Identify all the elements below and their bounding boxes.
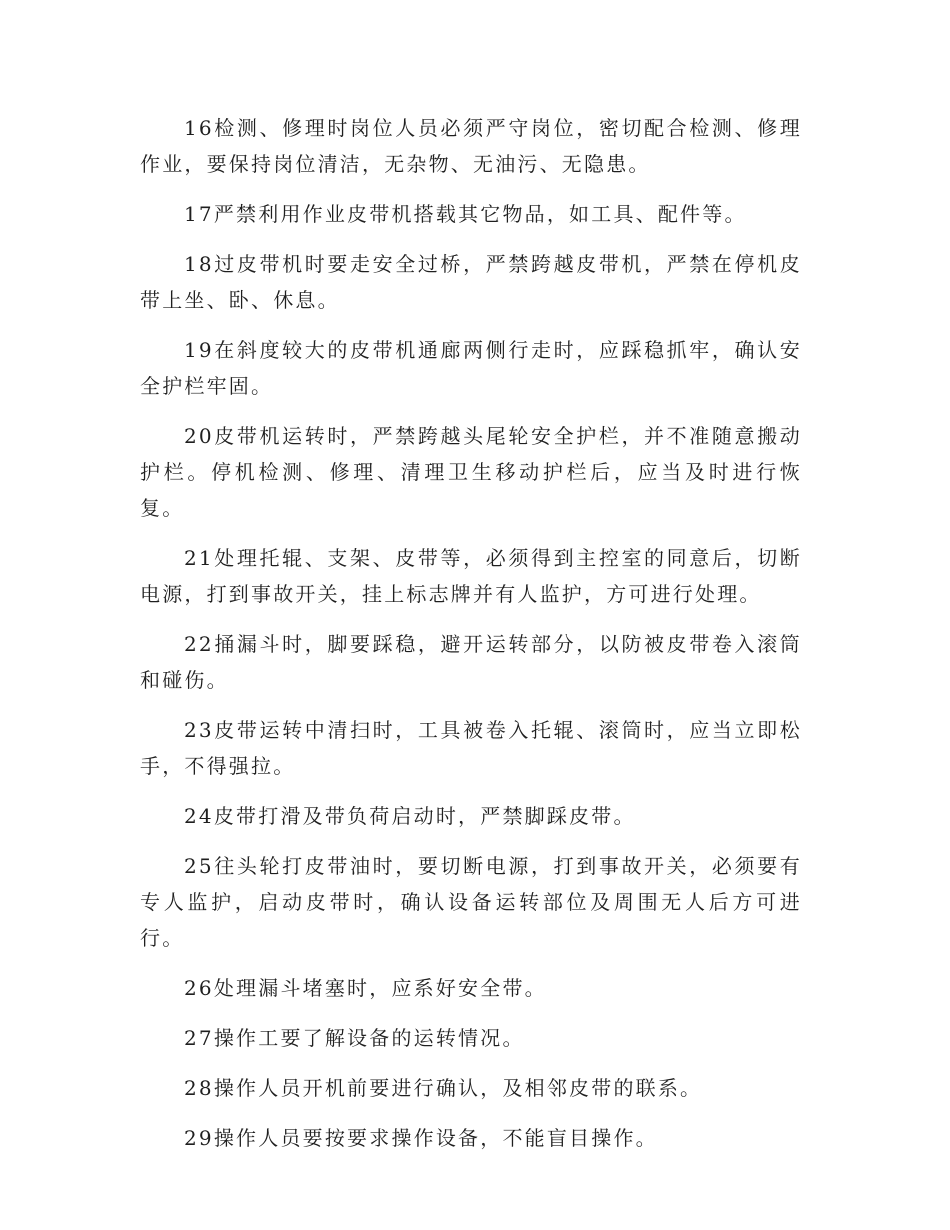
paragraph-18: 18过皮带机时要走安全过桥，严禁跨越皮带机，严禁在停机皮带上坐、卧、休息。 <box>140 252 802 312</box>
paragraph-23: 23皮带运转中清扫时，工具被卷入托辊、滚筒时，应当立即松手，不得强拉。 <box>140 718 802 778</box>
paragraph-28: 28操作人员开机前要进行确认，及相邻皮带的联系。 <box>184 1076 703 1100</box>
paragraph-25: 25往头轮打皮带油时，要切断电源，打到事故开关，必须要有专人监护，启动皮带时，确认设备运转部位及周围无人后方可进行。 <box>140 854 802 950</box>
paragraph-17: 17严禁利用作业皮带机搭载其它物品，如工具、配件等。 <box>184 202 747 226</box>
paragraph-26: 26处理漏斗堵塞时，应系好安全带。 <box>184 976 547 1000</box>
paragraph-29: 29操作人员要按要求操作设备，不能盲目操作。 <box>184 1126 658 1150</box>
paragraph-20: 20皮带机运转时，严禁跨越头尾轮安全护栏，并不准随意搬动护栏。停机检测、修理、清理卫生移动护栏后，应当及时进行恢复。 <box>140 424 802 520</box>
paragraph-16: 16检测、修理时岗位人员必须严守岗位，密切配合检测、修理作业，要保持岗位清洁，无杂物、无油污、无隐患。 <box>140 116 802 176</box>
paragraph-27: 27操作工要了解设备的运转情况。 <box>184 1026 525 1050</box>
paragraph-22: 22捅漏斗时，脚要踩稳，避开运转部分，以防被皮带卷入滚筒和碰伤。 <box>140 632 802 692</box>
document-body <box>140 110 802 1170</box>
paragraph-21: 21处理托辊、支架、皮带等，必须得到主控室的同意后，切断电源，打到事故开关，挂上标志牌并有人监护，方可进行处理。 <box>140 546 802 606</box>
paragraph-24: 24皮带打滑及带负荷启动时，严禁脚踩皮带。 <box>184 804 636 828</box>
paragraph-19: 19在斜度较大的皮带机通廊两侧行走时，应踩稳抓牢，确认安全护栏牢固。 <box>140 338 802 398</box>
